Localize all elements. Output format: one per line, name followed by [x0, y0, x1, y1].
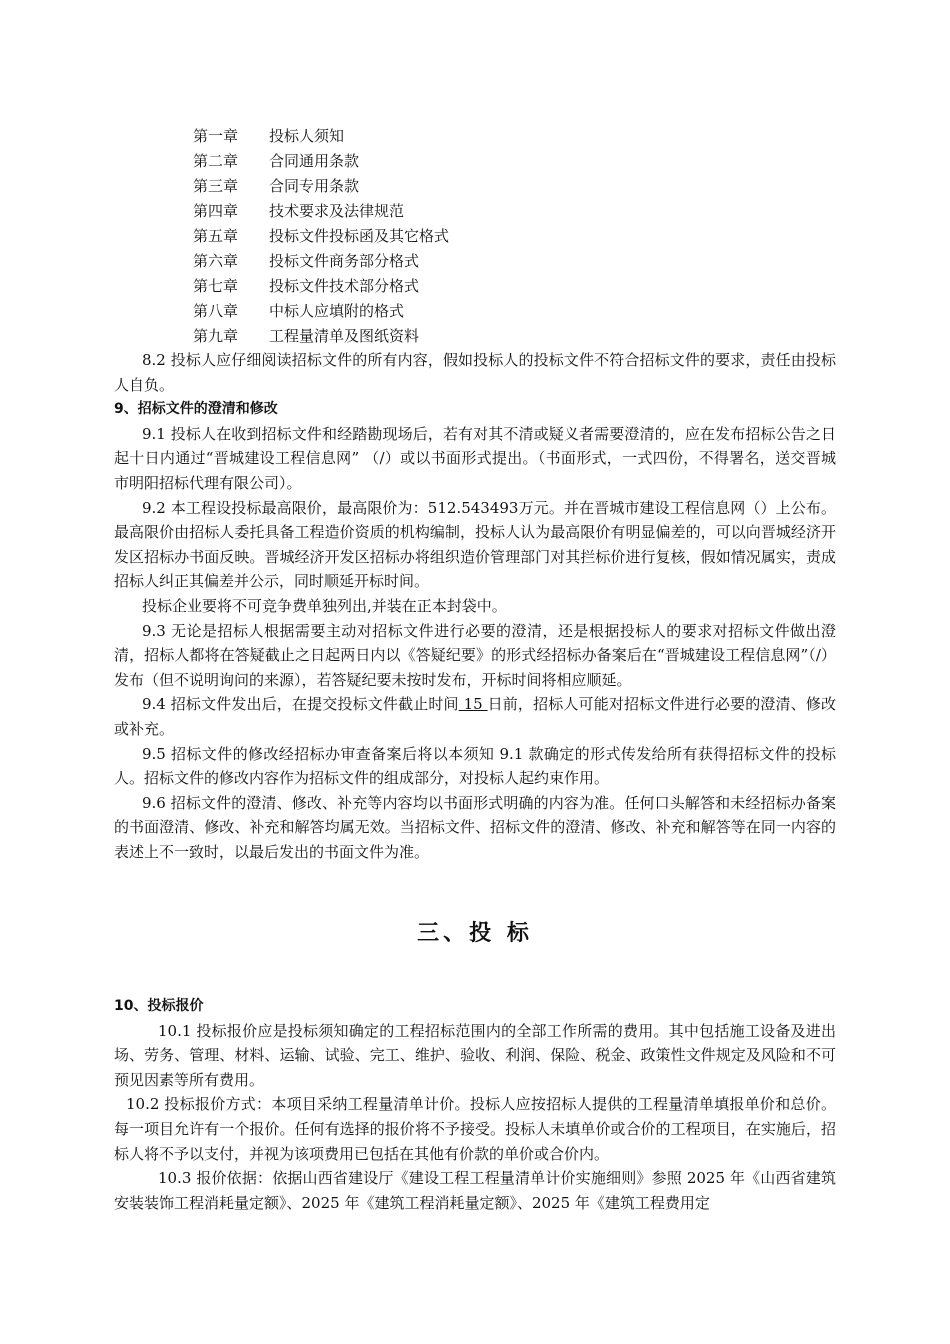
clause-10-3: 10.3 报价依据：依据山西省建设厅《建设工程工程量清单计价实施细则》参照 2025 年《山西省建筑安装装饰工程消耗量定额》、2025 年《建筑工程消耗量定额》、2025 年《建筑工程费用定	[114, 1169, 836, 1212]
section-title: 三、投 标	[417, 921, 533, 946]
chapter-number: 第二章	[193, 152, 239, 170]
chapter-title: 合同通用条款	[269, 152, 360, 170]
chapter-item	[193, 199, 449, 224]
chapter-number: 第七章	[193, 277, 239, 295]
clause-9-3: 9.3 无论是招标人根据需要主动对招标文件进行必要的澄清，还是根据投标人的要求对招标文件做出澄清，招标人都将在答疑截止之日起两日内以《答疑纪要》的形式经招标办备案后在“晋城建设工程信息网”（/）发布（但不说明询问的来源），若答疑纪要未按时发布，开标时间将相应顺延。	[114, 621, 836, 689]
clause-9-4-text-a: 9.4 招标文件发出后，在提交投标文件截止时间	[142, 695, 459, 714]
chapter-item	[193, 174, 449, 199]
chapter-item	[193, 124, 449, 149]
chapter-number: 第六章	[193, 252, 239, 270]
chapter-title: 工程量清单及图纸资料	[269, 327, 420, 345]
chapter-title: 技术要求及法律规范	[269, 202, 405, 220]
chapter-title: 投标人须知	[269, 127, 345, 145]
chapter-item	[193, 149, 449, 174]
clause-8-2: 8.2 投标人应仔细阅读招标文件的所有内容，假如投标人的投标文件不符合招标文件的要求，责任由投标人自负。	[114, 351, 836, 394]
chapter-number: 第三章	[193, 177, 239, 195]
heading-bid-price: 10、投标报价	[114, 998, 204, 1014]
chapter-title: 投标文件商务部分格式	[269, 252, 420, 270]
chapter-item	[193, 224, 449, 249]
chapter-item	[193, 299, 449, 324]
clause-9-4	[114, 692, 836, 741]
chapter-number: 第四章	[193, 202, 239, 220]
chapter-item	[193, 249, 449, 274]
chapter-item	[193, 324, 449, 349]
clause-9-6: 9.6 招标文件的澄清、修改、补充等内容均以书面形式明确的内容为准。任何口头解答和未经招标办备案的书面澄清、修改、补充和解答均属无效。当招标文件、招标文件的澄清、修改、补充和解答等在同一内容的表述上不一致时，以最后发出的书面文件为准。	[114, 793, 836, 861]
heading-clarification: 9、招标文件的澄清和修改	[114, 401, 278, 418]
clauses-8-9	[114, 348, 836, 864]
chapter-number: 第八章	[193, 302, 239, 320]
chapter-title: 合同专用条款	[269, 177, 360, 195]
clause-9-1: 9.1 投标人在收到招标文件和经踏勘现场后，若有对其不清或疑义者需要澄清的，应在发布招标公告之日起十日内通过“晋城建设工程信息网” （/）或以书面形式提出。（书面形式，一式四份，不得署名，送交晋城市明阳招标代理有限公司）。	[114, 424, 836, 492]
chapter-number: 第五章	[193, 227, 239, 245]
clause-9-4-text-b: 日前，招标人可能对招标文件进行必要的澄清、修改或补充。	[114, 695, 836, 738]
chapter-number: 第九章	[193, 327, 239, 345]
clause-9-2: 9.2 本工程设投标最高限价，最高限价为：512.543493万元。并在晋城市建设工程信息网（）上公布。最高限价由招标人委托具备工程造价资质的机构编制，投标人认为最高限价有明显偏差的，可以向晋城经济开发区招标办书面反映。晋城经济开发区招标办将组织造价管理部门对其拦标价进行复核，假如情况属实，责成招标人纠正其偏差并公示，同时顺延开标时间。	[114, 498, 836, 591]
deadline-days: 15	[458, 695, 488, 714]
clause-10	[114, 994, 836, 1215]
clause-fee-note: 投标企业要将不可竞争费单独列出,并装在正本封袋中。	[142, 596, 507, 615]
clause-10-2: 10.2 投标报价方式：本项目采纳工程量清单计价。投标人应按招标人提供的工程量清单填报单价和总价。每一项目允许有一个报价。任何有选择的报价将不予接受。投标人未填单价或合价的工程项目，在实施后，招标人将不予以支付，并视为该项费用已包括在其他有价款的单价或合价内。	[114, 1095, 836, 1163]
chapter-number: 第一章	[193, 127, 239, 145]
chapter-title: 投标文件技术部分格式	[269, 277, 420, 295]
chapter-list	[193, 124, 449, 349]
clause-9-5: 9.5 招标文件的修改经招标办审查备案后将以本须知 9.1 款确定的形式传发给所有获得招标文件的投标人。招标文件的修改内容作为招标文件的组成部分，对投标人起约束作用。	[114, 744, 836, 788]
clause-10-1: 10.1 投标报价应是投标须知确定的工程招标范围内的全部工作所需的费用。其中包括施工设备及进出场、劳务、管理、材料、运输、试验、完工、维护、验收、利润、保险、税金、政策性文件规定及风险和不可预见因素等所有费用。	[114, 1021, 836, 1089]
chapter-item	[193, 274, 449, 299]
chapter-title: 中标人应填附的格式	[269, 302, 405, 320]
chapter-title: 投标文件投标函及其它格式	[269, 227, 450, 245]
